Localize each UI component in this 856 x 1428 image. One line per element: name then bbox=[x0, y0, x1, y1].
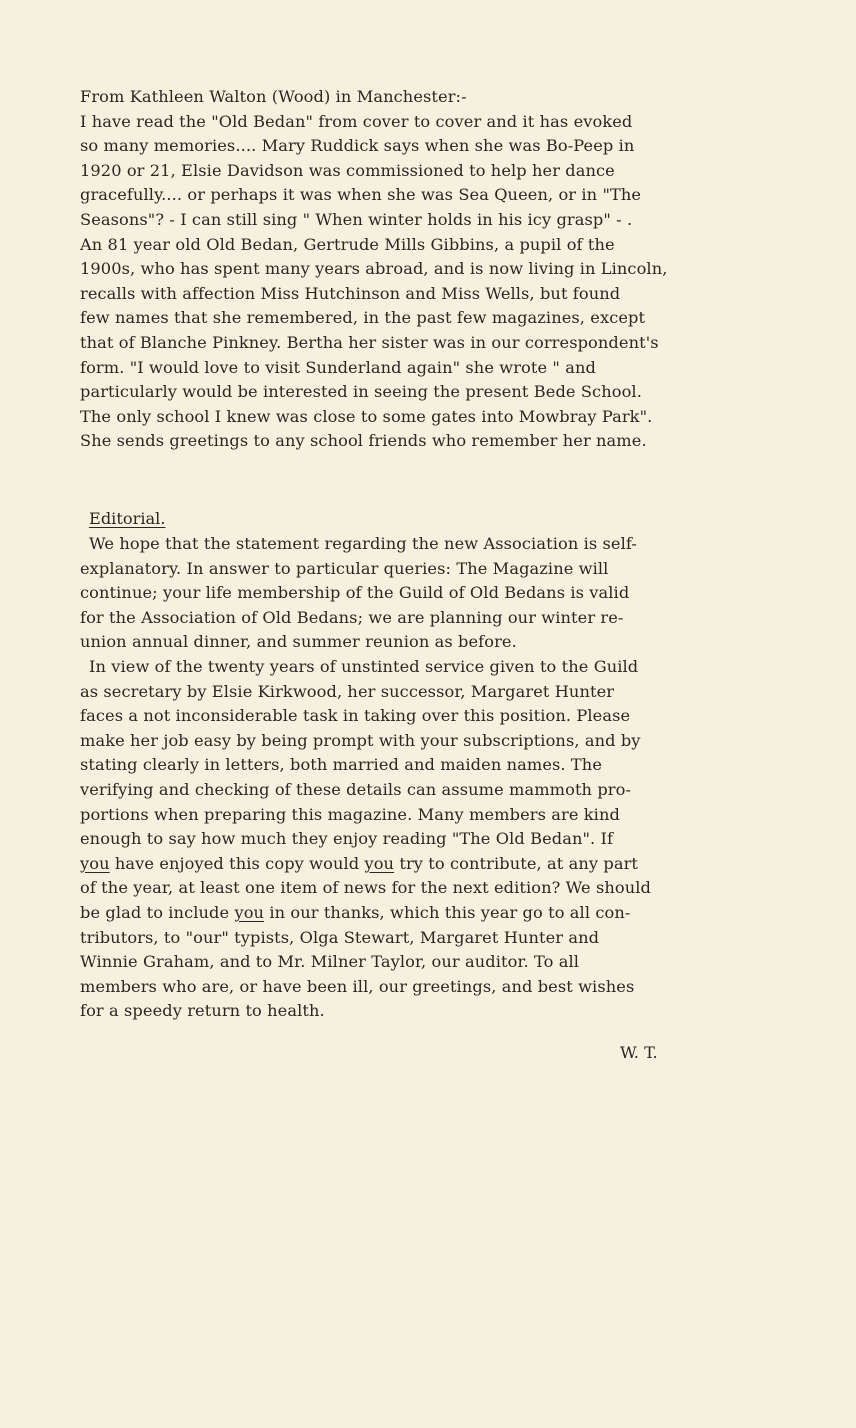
editorial-line: enough to say how much they enjoy reading "The Old Bedan". If bbox=[80, 829, 614, 849]
editorial-heading-text: Editorial. bbox=[89, 509, 166, 528]
editorial-line: tributors, to "our" typists, Olga Stewart, Margaret Hunter and bbox=[80, 927, 600, 947]
letter-line: The only school I knew was close to some gates into Mowbray Park". bbox=[80, 406, 653, 426]
letter-line: An 81 year old Old Bedan, Gertrude Mills Gibbins, a pupil of the bbox=[80, 234, 615, 254]
editorial-line: make her job easy by being prompt with your subscriptions, and by bbox=[80, 730, 641, 750]
editorial-line: Winnie Graham, and to Mr. Milner Taylor, our auditor. To all bbox=[80, 952, 580, 972]
editorial-line: be glad to include you in our thanks, which this year go to all con- bbox=[80, 902, 631, 922]
editorial-line: stating clearly in letters, both married and maiden names. The bbox=[80, 755, 602, 775]
editorial-heading bbox=[89, 507, 166, 531]
editorial-line: for the Association of Old Bedans; we are planning our winter re- bbox=[80, 607, 624, 627]
editorial-line: members who are, or have been ill, our greetings, and best wishes bbox=[80, 976, 635, 996]
editorial-line: faces a not inconsiderable task in taking over this position. Please bbox=[80, 706, 631, 726]
letter-line: recalls with affection Miss Hutchinson and Miss Wells, but found bbox=[80, 283, 621, 303]
letter-line: that of Blanche Pinkney. Bertha her sister was in our correspondent's bbox=[80, 332, 659, 352]
editorial-line: We hope that the statement regarding the new Association is self- bbox=[89, 534, 637, 553]
letter-line: gracefully.... or perhaps it was when she was Sea Queen, or in "The bbox=[80, 185, 642, 205]
editorial-line: you have enjoyed this copy would you try to contribute, at any part bbox=[80, 853, 639, 873]
letter-line: 1920 or 21, Elsie Davidson was commissioned to help her dance bbox=[80, 160, 615, 180]
underlined-word: you bbox=[80, 853, 110, 873]
letter-line: so many memories.... Mary Ruddick says when she was Bo-Peep in bbox=[80, 136, 635, 156]
letter-from-kathleen-walton bbox=[80, 85, 780, 454]
letter-line: few names that she remembered, in the past few magazines, except bbox=[80, 308, 646, 328]
editorial-line: as secretary by Elsie Kirkwood, her successor, Margaret Hunter bbox=[80, 681, 615, 701]
letter-line: From Kathleen Walton (Wood) in Manchester:- bbox=[80, 87, 467, 106]
editorial-body bbox=[80, 532, 780, 1024]
editorial-line: of the year, at least one item of news for the next edition? We should bbox=[80, 878, 652, 898]
editorial-line: In view of the twenty years of unstinted service given to the Guild bbox=[89, 656, 639, 676]
letter-line: particularly would be interested in seeing the present Bede School. bbox=[80, 382, 642, 402]
letter-line: Seasons"? - I can still sing " When winter holds in his icy grasp" - . bbox=[80, 209, 633, 229]
letter-line: I have read the "Old Bedan" from cover to cover and it has evoked bbox=[80, 111, 633, 131]
letter-line: 1900s, who has spent many years abroad, and is now living in Lincoln, bbox=[80, 259, 668, 279]
editorial-line: continue; your life membership of the Guild of Old Bedans is valid bbox=[80, 583, 630, 603]
editorial-line: union annual dinner, and summer reunion as before. bbox=[80, 632, 517, 652]
underlined-word: you bbox=[364, 853, 395, 873]
letter-line: form. "I would love to visit Sunderland again" she wrote " and bbox=[80, 357, 596, 377]
letter-line: She sends greetings to any school friends who remember her name. bbox=[80, 431, 647, 451]
editorial-line: for a speedy return to health. bbox=[80, 1001, 325, 1021]
signature-initials: W. T. bbox=[620, 1043, 658, 1062]
editorial-line: portions when preparing this magazine. Many members are kind bbox=[80, 804, 620, 824]
underlined-word: you bbox=[234, 902, 265, 922]
editorial-line: verifying and checking of these details can assume mammoth pro- bbox=[80, 779, 632, 799]
editorial-line: explanatory. In answer to particular queries: The Magazine will bbox=[80, 558, 609, 578]
